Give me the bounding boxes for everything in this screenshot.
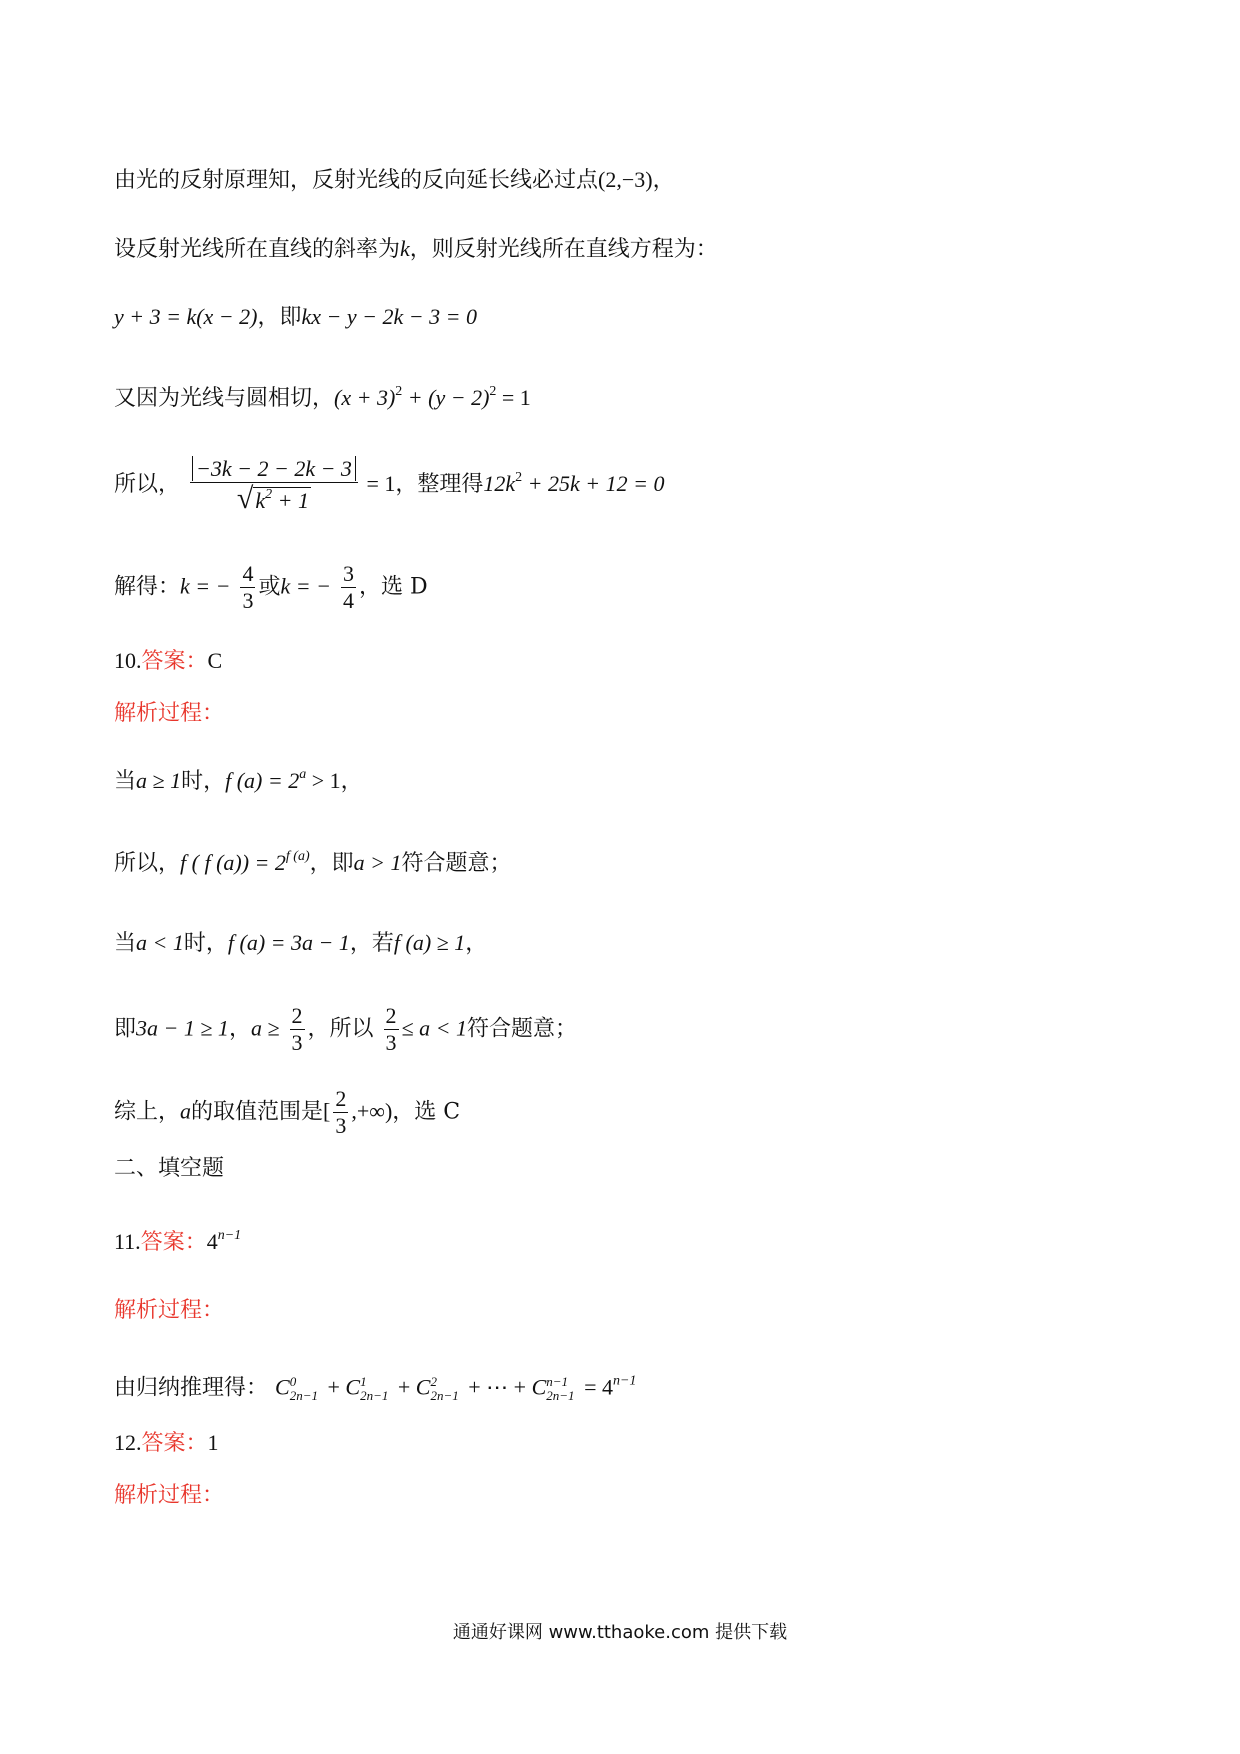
subscript: 2n−1 — [360, 1387, 389, 1403]
superscript: n−1 — [612, 1373, 637, 1389]
math: k = − — [180, 573, 231, 599]
page-footer: 通通好课网 www.tthaoke.com 提供下载 — [452, 1622, 788, 1643]
text: ，若 — [349, 931, 394, 956]
answer-label: 答案： — [141, 1431, 208, 1456]
binom-scripts — [430, 1375, 458, 1402]
text: 符合题意； — [466, 1016, 577, 1042]
math: k — [255, 488, 266, 513]
fraction — [240, 563, 255, 612]
analysis-label-11: 解析过程： — [114, 1298, 225, 1323]
line-slope-setup — [114, 238, 718, 261]
line-binomial-sum — [114, 1375, 636, 1402]
denominator — [235, 482, 313, 515]
math: f (a) = 3a − 1 — [227, 930, 350, 955]
fraction — [290, 1005, 305, 1054]
line-inequality — [114, 1005, 577, 1054]
answer-label: 答案： — [141, 649, 208, 674]
math: 3a − 1 ≥ 1 — [136, 1015, 229, 1041]
line-line-equation — [114, 306, 477, 329]
superscript: 0 — [289, 1374, 297, 1389]
text: 由光的反射原理知，反射光线的反向延长线必过点 — [114, 168, 599, 193]
line-ffa — [114, 849, 512, 876]
math: + ⋯ + — [462, 1374, 532, 1400]
numerator: 2 — [335, 1086, 347, 1111]
subscript: 2n−1 — [546, 1387, 575, 1403]
text: ，所以 — [307, 1016, 374, 1042]
fraction — [190, 456, 358, 515]
text: 综上， — [114, 1099, 181, 1125]
text: 又因为光线与圆相切， — [114, 386, 335, 411]
math: + 25k + 12 = 0 — [522, 471, 665, 496]
math: C — [275, 1374, 290, 1400]
text: ， — [228, 1016, 251, 1042]
answer-10 — [114, 650, 222, 673]
fraction — [341, 563, 356, 612]
line-circle-tangent — [114, 384, 531, 411]
math: > 1 — [306, 768, 341, 793]
text: 时， — [181, 769, 226, 794]
section-heading: 二、填空题 — [114, 1156, 225, 1181]
text: ，即 — [257, 305, 302, 330]
sqrt — [236, 482, 311, 515]
math: = 4 — [578, 1374, 613, 1400]
denominator: 3 — [385, 1030, 397, 1055]
text: 当 — [114, 931, 137, 956]
text: 设反射光线所在直线的斜率为 — [114, 237, 401, 262]
math: a ≥ 1 — [136, 768, 182, 793]
math: + — [321, 1374, 346, 1400]
superscript: 2 — [265, 487, 273, 502]
superscript: 2 — [430, 1374, 437, 1389]
fraction — [384, 1005, 399, 1054]
superscript: n−1 — [217, 1228, 242, 1243]
math: a > 1 — [353, 850, 402, 875]
numerator: 3 — [342, 561, 354, 586]
math: (2,−3) — [598, 167, 653, 192]
text: 时， — [183, 931, 228, 956]
text: ，选 D — [358, 574, 428, 600]
math: f ( f (a)) = 2 — [180, 850, 286, 875]
math: + (y − 2) — [402, 385, 490, 410]
binom-scripts — [546, 1375, 574, 1402]
line-case-a-ge-1 — [114, 767, 363, 794]
abs-value: −3k − 2 − 2k − 3 — [192, 456, 356, 481]
subscript: 2n−1 — [430, 1387, 459, 1403]
superscript: a — [299, 767, 307, 782]
math: k — [400, 236, 410, 261]
answer-value: 4 — [206, 1229, 218, 1254]
analysis-label-12: 解析过程： — [114, 1483, 225, 1508]
superscript: 2 — [515, 470, 523, 485]
math: a ≥ — [250, 1015, 280, 1041]
answer-value: 1 — [207, 1430, 219, 1455]
superscript: 1 — [360, 1374, 367, 1389]
text: 当 — [114, 769, 137, 794]
radical-icon: √ — [236, 482, 254, 515]
binom-scripts — [290, 1375, 318, 1402]
superscript: 2 — [489, 384, 497, 399]
question-number: 12. — [114, 1430, 142, 1455]
text: 的取值范围是 — [191, 1099, 324, 1125]
math: C — [531, 1374, 547, 1400]
text: 即 — [114, 1016, 137, 1042]
text: ，选 C — [392, 1099, 461, 1125]
line-solution-k — [114, 563, 428, 612]
math: + — [392, 1374, 416, 1400]
math: f (a) = 2 — [225, 768, 300, 793]
superscript: n−1 — [546, 1374, 569, 1389]
line-reflection-point — [114, 169, 675, 192]
text: 所以， — [114, 472, 181, 497]
text: ， — [340, 769, 363, 794]
math: [ — [323, 1098, 331, 1124]
text: 符合题意； — [401, 851, 512, 876]
answer-value: C — [207, 648, 223, 673]
text: 或 — [258, 574, 281, 600]
text: ，整理得 — [395, 472, 484, 497]
math: 12k — [483, 471, 516, 496]
math: = 1 — [360, 471, 396, 496]
denominator: 3 — [242, 588, 254, 613]
radicand — [253, 487, 311, 512]
math: f (a) ≥ 1 — [393, 930, 466, 955]
text: ，即 — [309, 851, 354, 876]
math: ,+∞) — [351, 1098, 393, 1124]
math: (x + 3) — [334, 385, 396, 410]
superscript: f (a) — [285, 849, 310, 864]
numerator — [190, 458, 358, 483]
numerator: 4 — [242, 561, 254, 586]
subscript: 2n−1 — [289, 1387, 318, 1403]
line-case-a-lt-1 — [114, 932, 487, 955]
answer-12 — [114, 1432, 219, 1455]
math: a — [180, 1098, 192, 1124]
denominator: 3 — [291, 1030, 303, 1055]
text: 所以， — [114, 851, 181, 876]
text: 由归纳推理得： — [114, 1375, 269, 1401]
math: kx − y − 2k − 3 = 0 — [301, 304, 477, 329]
math: a < 1 — [136, 930, 184, 955]
analysis-label-10: 解析过程： — [114, 701, 225, 726]
denominator: 3 — [335, 1113, 347, 1138]
answer-label: 答案： — [140, 1230, 207, 1255]
numerator: 2 — [291, 1003, 303, 1028]
math: + 1 — [272, 488, 310, 513]
math: C — [415, 1374, 431, 1400]
math: = 1 — [496, 385, 531, 410]
text: ，则反射光线所在直线方程为： — [409, 237, 718, 262]
text: ， — [652, 168, 675, 193]
text: ， — [465, 931, 488, 956]
text: 解得： — [114, 574, 181, 600]
math: y + 3 = k(x − 2) — [114, 304, 258, 329]
question-number: 11. — [114, 1229, 141, 1254]
line-distance-formula — [114, 456, 665, 515]
question-number: 10. — [114, 648, 142, 673]
answer-11 — [114, 1228, 242, 1255]
numerator: 2 — [385, 1003, 397, 1028]
math: C — [345, 1374, 361, 1400]
math: ≤ a < 1 — [401, 1015, 467, 1041]
superscript: 2 — [395, 384, 403, 399]
math: k = − — [280, 573, 331, 599]
binom-scripts — [360, 1375, 388, 1402]
denominator: 4 — [342, 588, 354, 613]
fraction — [333, 1088, 348, 1137]
line-range-conclusion — [114, 1088, 460, 1137]
